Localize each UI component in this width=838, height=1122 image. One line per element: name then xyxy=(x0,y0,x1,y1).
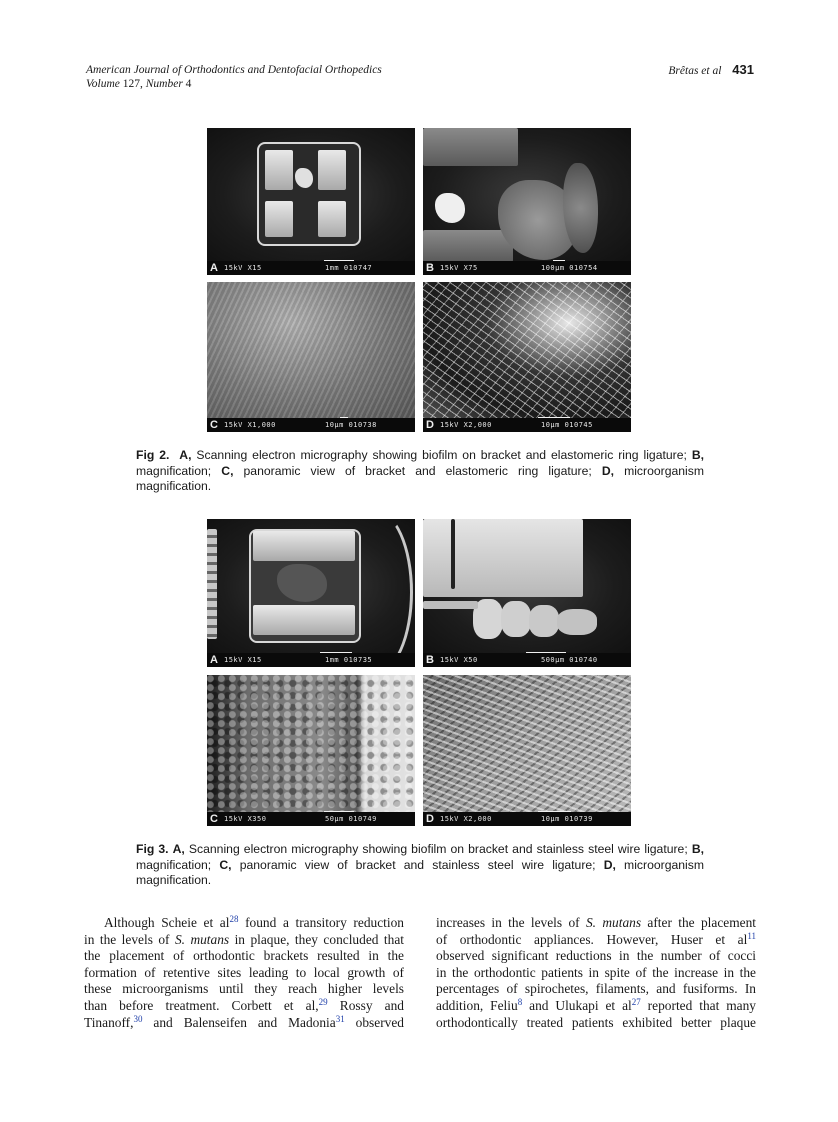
text-line: percentages of spirochetes, filaments, and fusiforms. In xyxy=(436,981,756,997)
figure-2 xyxy=(207,128,632,432)
text-line: of orthodontic appliances. However, Huser et $al^{11}$ xyxy=(436,930,756,947)
figure-3 xyxy=(207,519,632,826)
sem-image xyxy=(207,282,415,418)
text-line: the placement of orthodontic brackets resulted in the xyxy=(84,948,404,964)
volume-issue: Volume 127, Number 4 xyxy=(86,78,192,90)
sem-info-bar: B 15kV X50 500µm 010740 xyxy=(423,653,631,667)
text-line: in the orthodontic patients in spite of the increase in the xyxy=(436,964,756,980)
running-header xyxy=(86,63,754,91)
reference-link[interactable]: 29 xyxy=(318,996,328,1007)
reference-link[interactable]: 28 xyxy=(229,914,239,924)
sem-image xyxy=(207,519,415,653)
sem-image xyxy=(207,675,415,812)
text-line: Although Scheie et $al^{28}$ found a transitory reduction xyxy=(104,914,405,930)
reference-link[interactable]: 27 xyxy=(631,996,641,1007)
fig3-panel-a xyxy=(207,519,415,667)
reference-link[interactable]: 11 xyxy=(747,930,756,941)
body-column-right xyxy=(436,915,756,1031)
text-line: formation of retentive sites leading to local growth of xyxy=(84,964,404,980)
sem-info-bar: C 15kV X350 50µm 010749 xyxy=(207,812,415,826)
sem-image xyxy=(423,675,631,812)
fig3-panel-c xyxy=(207,675,415,826)
text-line: increases in the levels of S. mutans after the placement xyxy=(436,915,756,930)
fig2-panel-a xyxy=(207,128,415,275)
fig2-panel-d xyxy=(423,282,631,432)
sem-info-bar: A 15kV X15 1mm 010735 xyxy=(207,653,415,667)
text-line: addition, Feliu$^8$ and Ulukapi et $al^{27}$ reported that many xyxy=(436,996,756,1013)
journal-title: American Journal of Orthodontics and Dentofacial Orthopedics xyxy=(86,64,382,76)
sem-image xyxy=(207,128,415,261)
sem-info-bar: C 15kV X1,000 10µm 010738 xyxy=(207,418,415,432)
fig2-panel-c xyxy=(207,282,415,432)
text-line: observed significant reductions in the number of cocci xyxy=(436,948,756,964)
text-line: in the levels of S. mutans in plaque, they concluded that xyxy=(84,931,404,947)
text-line: orthodontically treated patients exhibited better plaque xyxy=(436,1014,756,1030)
sem-info-bar: B 15kV X75 100µm 010754 xyxy=(423,261,631,275)
reference-link[interactable]: 30 xyxy=(133,1013,143,1024)
fig3-panel-d xyxy=(423,675,631,826)
author-page xyxy=(668,63,754,78)
text-line: than before treatment. Corbett et al,$^{29}$ Rossy and xyxy=(84,996,404,1013)
body-column-left xyxy=(84,915,404,1031)
sem-image xyxy=(423,519,631,653)
sem-image xyxy=(423,282,631,418)
fig3-panel-b xyxy=(423,519,631,667)
figure-3-caption: Fig 3. A, Scanning electron micrography showing biofilm on bracket and stainless steel wire ligature; B, magnification; C, panoramic view of bracket and stainless steel wire ligature; D, microorganism magnification. xyxy=(136,842,704,887)
sem-image xyxy=(423,128,631,261)
reference-link[interactable]: 31 xyxy=(335,1013,345,1024)
text-line: Tinanoff,$^{30}$ and Balenseifen and Madonia$^{31}$ observed xyxy=(84,1013,404,1030)
running-authors: Brêtas et al xyxy=(668,65,722,77)
sem-info-bar: D 15kV X2,000 10µm 010739 xyxy=(423,812,631,826)
fig2-panel-b xyxy=(423,128,631,275)
page-number: 431 xyxy=(732,62,754,77)
reference-link[interactable]: 8 xyxy=(517,996,523,1007)
sem-info-bar: A 15kV X15 1mm 010747 xyxy=(207,261,415,275)
text-line: these microorganisms until they reach higher levels xyxy=(84,981,404,997)
sem-info-bar: D 15kV X2,000 10µm 010745 xyxy=(423,418,631,432)
figure-2-caption: Fig 2. A, Scanning electron micrography showing biofilm on bracket and elastomeric ring ligature; B, magnification; C, panoramic view of bracket and elastomeric ring ligature; D, microorganism magnification. xyxy=(136,448,704,493)
